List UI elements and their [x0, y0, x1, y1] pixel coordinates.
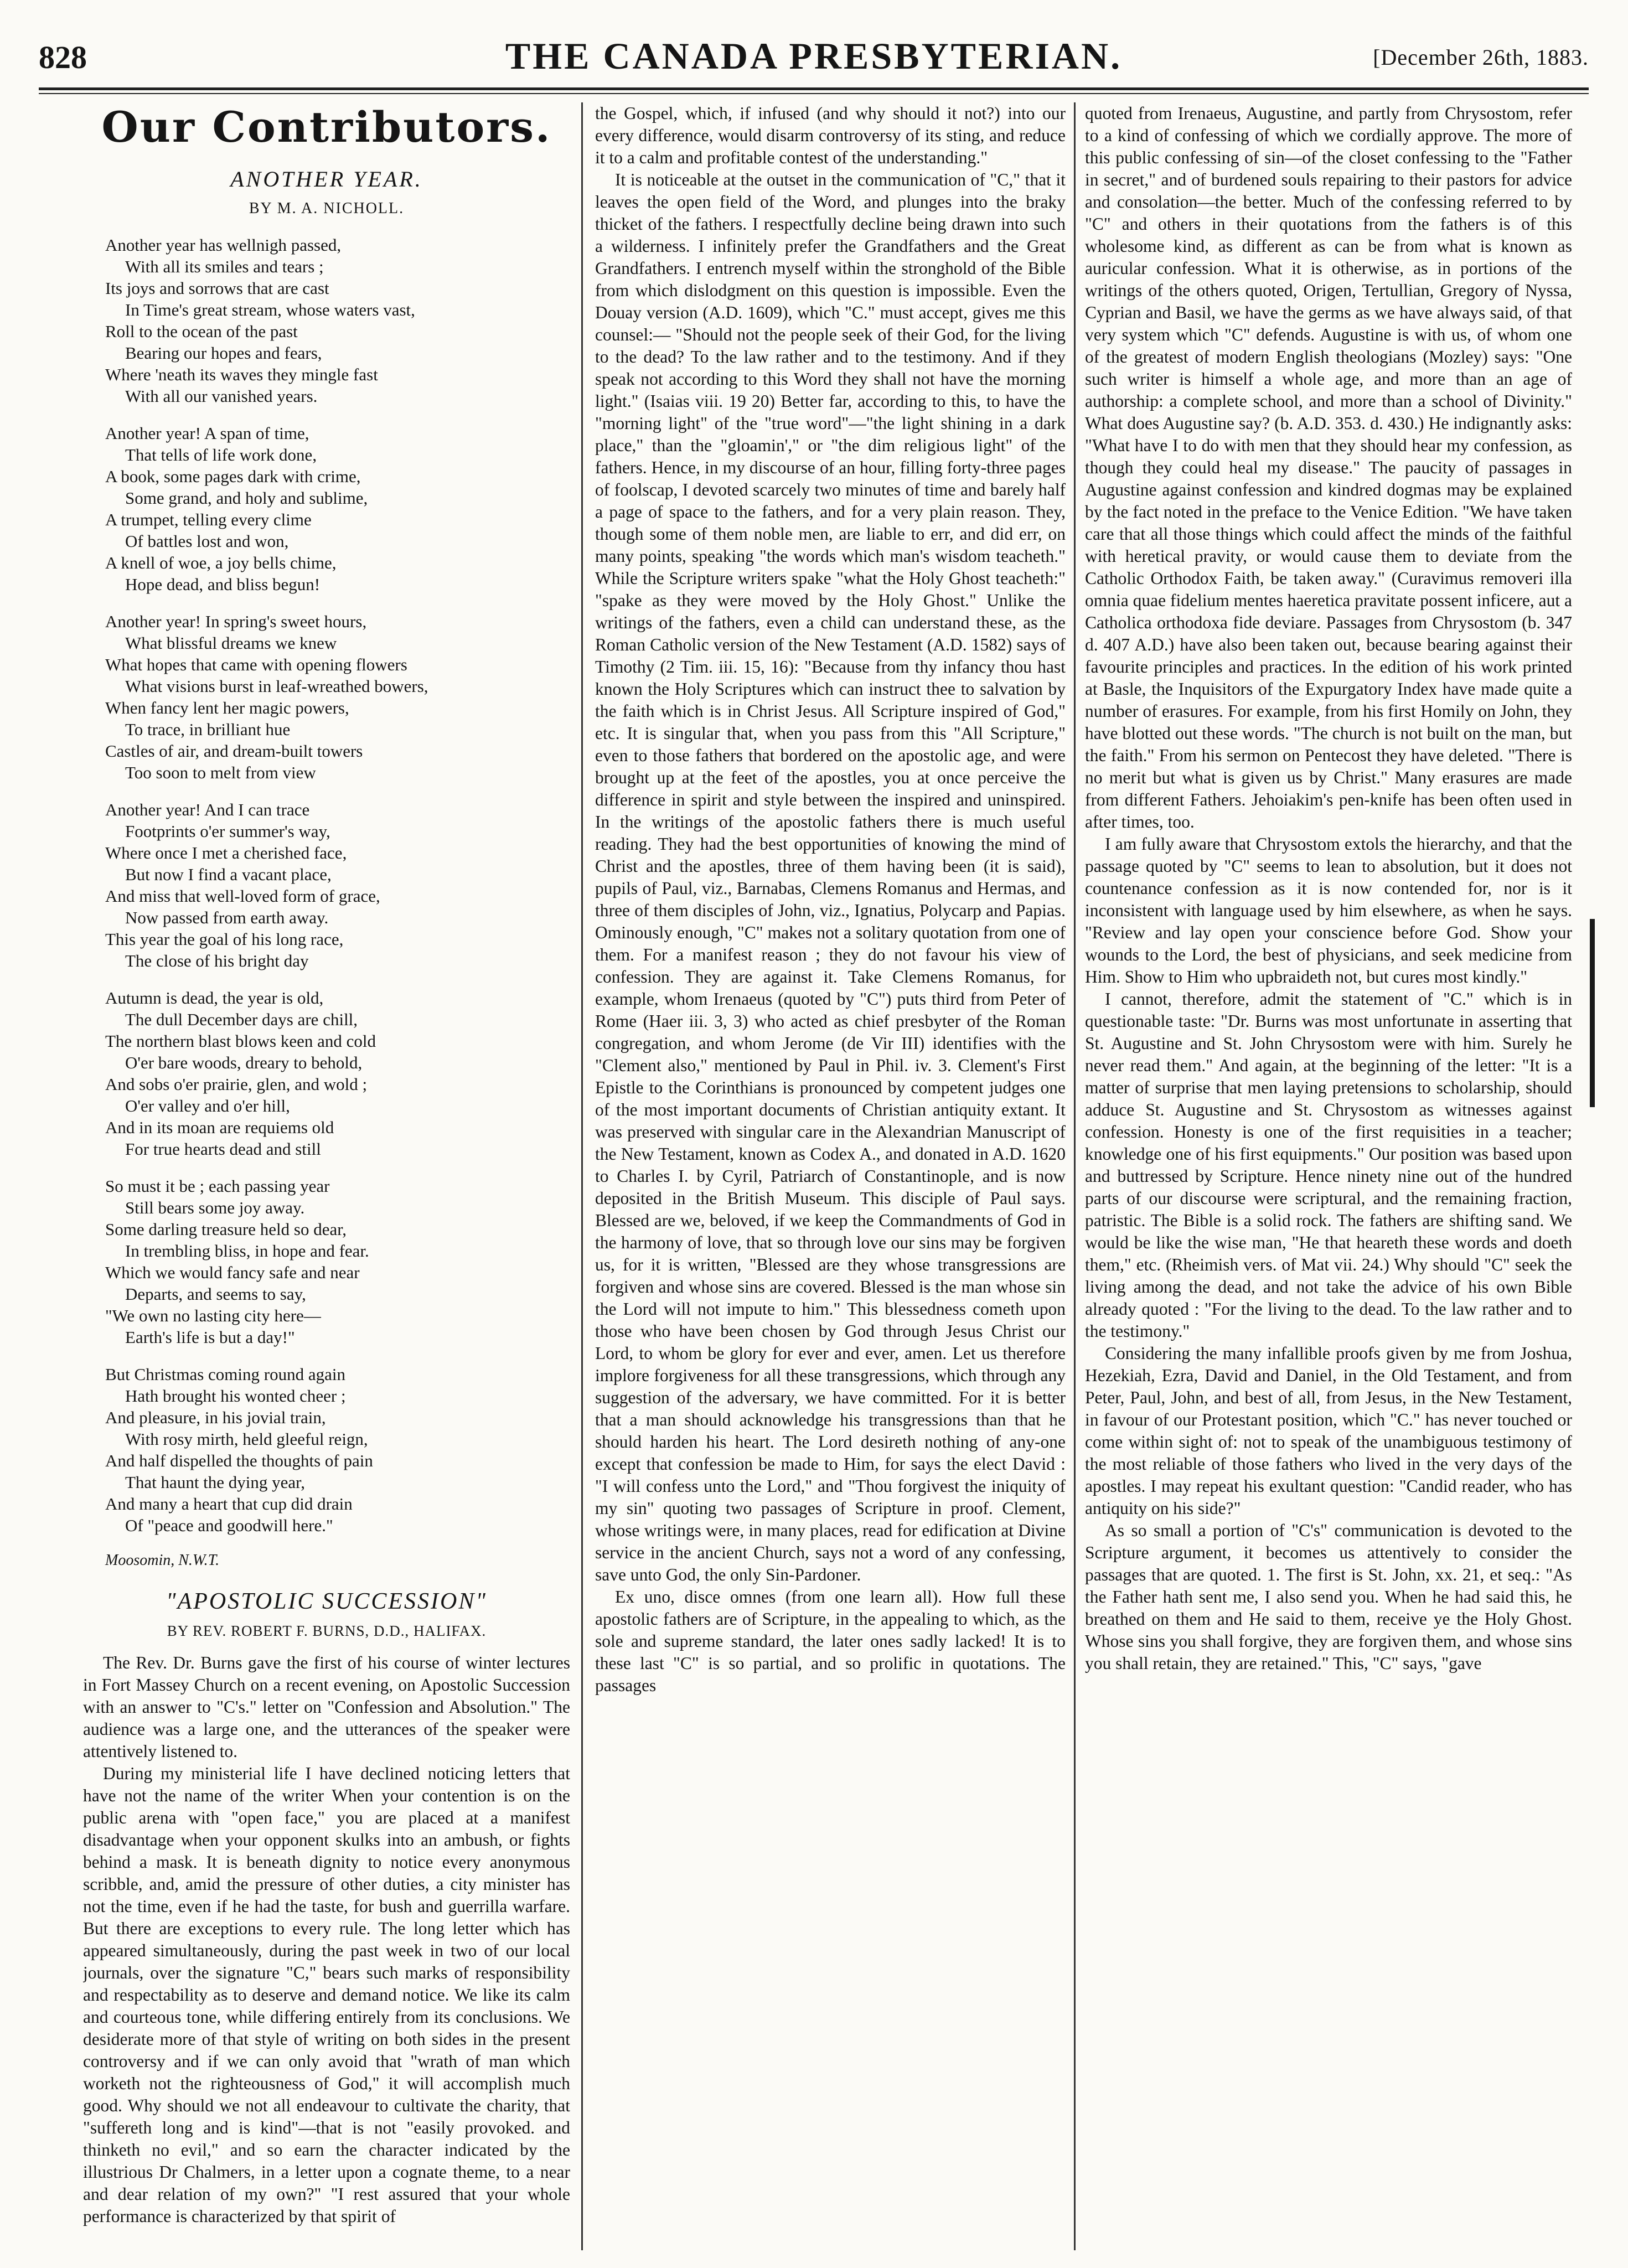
section-title: Our Contributors.: [101, 102, 552, 152]
poem-line: With all our vanished years.: [125, 386, 318, 406]
poem-line: But now I find a vacant place,: [125, 865, 332, 884]
poem-line: O'er bare woods, dreary to behold,: [125, 1053, 363, 1072]
poem-line: Earth's life is but a day!": [125, 1327, 295, 1347]
margin-mark-bar: [1590, 919, 1595, 1107]
column-1: [83, 102, 570, 2250]
article-paragraph: The Rev. Dr. Burns gave the first of his course of winter lectures in Fort Massey Church on a recent evening, on Apostolic Succession with an answer to "C's." letter on "Confession and Absolution." The audience was a large one, and the utterances of the speaker were attentively listened to.: [83, 1653, 570, 1761]
poem-line: Which we would fancy safe and near: [105, 1263, 360, 1282]
journal-title: THE CANADA PRESBYTERIAN.: [505, 35, 1123, 77]
poem-stanza: [105, 1363, 570, 1536]
poem-title: ANOTHER YEAR.: [230, 167, 423, 192]
poem-body: [83, 234, 570, 1536]
poem-line: That tells of life work done,: [125, 445, 317, 464]
poem-line: But Christmas coming round again: [105, 1365, 345, 1384]
poem-line: Footprints o'er summer's way,: [125, 822, 330, 841]
poem-stanza: [105, 799, 570, 972]
poem-line: Autumn is dead, the year is old,: [105, 988, 324, 1008]
poem-line: Hath brought his wonted cheer ;: [125, 1386, 346, 1406]
poem-line: Too soon to melt from view: [125, 763, 316, 782]
poem-line: Its joys and sorrows that are cast: [105, 278, 329, 298]
poem-signoff: Moosomin, N.W.T.: [105, 1552, 220, 1569]
article-paragraph: I cannot, therefore, admit the statement of "C." which is in questionable taste: "Dr. Burns was most unfortunate in asserting that St. Augustine and St. John Chrysostom were with him. Surely he never read them." And again, at the beginning of the letter: "It is a matter of surprise that men laying pretensions to scholarship, should adduce St. Augustine and St. Chrysostom as witnesses against confession. Honesty is one of the first requisities in a teacher; knowledge one of his first equipments." Our position was based upon and buttressed by Scripture. Hence ninety nine out of the hundred parts of our discourse were scriptural, and the remaining fraction, patristic. The Bible is a solid rock. The fathers are shifting sand. We would be like the wise man, "He that heareth these words and doeth them," etc. (Rheimish vers. of Mat vii. 24.) Why should "C" seek the living among the dead, and not take the advice of his own Bible already quoted : "For the living to the dead. To the law rather and to the testimony.": [1085, 989, 1572, 1341]
poem-line: And sobs o'er prairie, glen, and wold ;: [105, 1074, 368, 1094]
poem-line: Of "peace and goodwill here.": [125, 1516, 333, 1535]
poem-line: With all its smiles and tears ;: [125, 257, 324, 276]
poem-line: A book, some pages dark with crime,: [105, 467, 361, 486]
poem-line: And half dispelled the thoughts of pain: [105, 1451, 373, 1470]
issue-date: [December 26th, 1883.: [1373, 45, 1589, 70]
poem-line: So must it be ; each passing year: [105, 1176, 330, 1196]
header-rule-thin: [39, 93, 1589, 94]
poem-line: Another year! In spring's sweet hours,: [105, 612, 367, 631]
poem-line: Another year! A span of time,: [105, 423, 309, 443]
poem-line: To trace, in brilliant hue: [125, 720, 291, 739]
header-rule: [39, 87, 1589, 90]
article-paragraph: It is noticeable at the outset in the communication of "C," that it leaves the open field of the Word, and plunges into the braky thicket of the fathers. I respectfully decline being drawn into such a wilderness. I infinitely prefer the Grandfathers and the Great Grandfathers. I entrench myself within the stronghold of the Bible from which dislodgment on this question is impossible. Even the Douay version (A.D. 1609), which "C." must accept, gives me this counsel:— "Should not the people seek of their God, for the living to the dead? To the law rather and to the testimony. And if they speak not according to this Word they shall not have the morning light." (Isaias viii. 19 20) Better far, according to this, to have the "morning light" of the "true word"—"the light shining in a dark place," than the "gloamin'," or "the dim religious light" of the fathers. Hence, in my discourse of an hour, filling forty-three pages of foolscap, I devoted scarcely two minutes of time and barely half a page of space to the fathers, and for a very plain reason. They, though some of them noble men, are liable to err, and did err, on many points, speaking "the words which man's wisdom teacheth." While the Scripture writers spake "what the Holy Ghost teacheth:" "spake as they were moved by the Holy Ghost." Unlike the writings of the fathers, even a child can understand these, as the Roman Catholic version of the New Testament (A.D. 1582) says of Timothy (2 Tim. iii. 15, 16): "Because from thy infancy thou hast known the Holy Scriptures which can instruct thee to salvation by the faith which is in Christ Jesus. All Scripture inspired of God," etc. It is singular that, when you pass from this "All Scripture," even to those fathers that bordered on the apostolic age, and were brought up at the feet of the apostles, you at once perceive the difference in spirit and style between the inspired and uninspired. In the writings of the apostolic fathers there is much useful reading. They had the best opportunities of knowing the mind of Christ and the apostles, three of them having been (it is said), pupils of Paul, viz., Barnabas, Clemens Romanus and Hermas, and three of them disciples of John, viz., Ignatius, Polycarp and Papias. Ominously enough, "C" makes not a solitary quotation from one of them. For a manifest reason ; they do not favour his view of confession. They are against it. Take Clemens Romanus, for example, whom Irenaeus (quoted by "C") puts third from Peter of Rome (Haer iii. 3, 3) who acted as chief presbyter of the Roman congregation, and whom Jerome (de Vir III) identifies with the "Clement also," mentioned by Paul in Phil. iv. 3. Clement's First Epistle to the Corinthians is pronounced by competent judges one of the most important documents of Christian antiquity extant. It was preserved with singular care in the Alexandrian Manuscript of the New Testament, known as Codex A., and donated in A.D. 1620 to Charles I. by Cyril, Patriarch of Constantinople, and is now deposited in the British Museum. This disciple of Paul says. Blessed are we, beloved, if we keep the Commandments of God in the harmony of love, that so through love our sins may be forgiven us, for it is written, "Blessed are they whose transgressions are forgiven and whose sins are covered. Blessed is the man whose sin the Lord will not impute to him." This blessedness cometh upon those who have been chosen by God through Jesus Christ our Lord, to whom be glory for ever and ever, amen. Let us therefore implore forgiveness for all these transgressions, which through any suggestion of the adversary, we have committed. For it is better that a man should acknowledge his transgressions than that he should harden his heart. The Lord desireth nothing of any-one except that confession be made to Him, for says the elect David : "I will confess unto the Lord," and "Thou forgivest the iniquity of my sin" quoting two passages of Scripture in proof. Clement, whose writings were, in many places, read for edification at Divine service in the ancient Church, says not a word of any confessing, save unto God, the only Sin-Pardoner.: [595, 170, 1066, 1584]
poem-stanza: [105, 611, 570, 783]
article-paragraph: Ex uno, disce omnes (from one learn all). How full these apostolic fathers are of Scripture, in the appealing to which, as the sole and supreme standard, the later ones sadly lacked! It is to these last "C" is so partial, and so prolific in quotations. The passages: [595, 1587, 1066, 1695]
column-divider: [581, 102, 583, 2250]
page-header: [39, 22, 1589, 83]
poem-line: Where 'neath its waves they mingle fast: [105, 365, 378, 384]
poem-line: What blissful dreams we knew: [125, 633, 337, 653]
poem-line: This year the goal of his long race,: [105, 929, 344, 949]
poem-line: In trembling bliss, in hope and fear.: [125, 1241, 369, 1260]
poem-line: And miss that well-loved form of grace,: [105, 886, 380, 906]
poem-line: The close of his bright day: [125, 951, 309, 970]
poem-line: And in its moan are requiems old: [105, 1118, 334, 1137]
poem-line: Now passed from earth away.: [125, 908, 329, 927]
poem-line: "We own no lasting city here—: [105, 1306, 321, 1325]
article-paragraph: quoted from Irenaeus, Augustine, and partly from Chrysostom, refer to a kind of confessing of which we cordially approve. The more of this public confessing of sin—of the closet confessing to the "Father in secret," and of burdened souls repairing to their pastors for advice and consolation—the better. Much of the confessing referred to by "C" and others in their quotations from the fathers is of this wholesome kind, as different as can be from what is known as auricular confession. What it is otherwise, as in portions of the writings of the others quoted, Origen, Tertullian, Gregory of Nyssa, Cyprian and Basil, we have the germs as we have always said, of that very system which "C" defends. Augustine is with us, of whom one of the greatest of modern English theologians (Mozley) says: "One such writer is himself a whole age, and more than an age of authorship: a complete school, and more than a school of Divinity." What does Augustine say? (b. A.D. 353. d. 430.) He indignantly asks: "What have I to do with men that they should hear my confession, as though they could heal my disease." The paucity of passages in Augustine against confession and kindred dogmas may be explained by the fact noted in the preface to the Venice Edition. "We have taken care that all those things which could affect the minds of the faithful with heretical pravity, or would cause them to deviate from the Catholic Orthodox Faith, be taken away." (Curavimus removeri illa omnia quae fidelium mentes haeretica pravitate possent inficere, aut a Catholica orthodoxa fide deviare. Passages from Chrysostom (b. 347 d. 407 A.D.) have also been taken out, because bearing against their favourite principles and practices. In the edition of his work printed at Basle, the Inquisitors of the Expurgatory Index have made quite a number of erasures. For example, from his first Homily on John, they have blotted out these words. "The church is not built on the man, but the faith." From his sermon on Pentecost they have deleted. "There is no merit but what is given us by Christ." Many erasures are made from different Fathers. Jehoiakim's pen-knife has been often used in after times, too.: [1085, 104, 1572, 831]
article-paragraph: I am fully aware that Chrysostom extols the hierarchy, and that the passage quoted by "C" seems to lean to absolution, but it does not countenance confession as it is now contended for, nor is it inconsistent with language used by him elsewhere, as when he says. "Review and lay open your conscience before God. Show your wounds to the Lord, the best of physicians, and seek medicine from Him. Show to Him who upbraideth not, but cures most kindly.": [1085, 834, 1572, 986]
article-paragraph: During my ministerial life I have declined noticing letters that have not the name of the writer When your contention is on the public arena with "open face," you are placed at a manifest disadvantage when your opponent skulks into an ambush, or fights behind a mask. It is beneath dignity to notice every anonymous scribble, and, amid the pressure of other duties, a city minister has not the time, even if he had the taste, for bush and guerrilla warfare. But there are exceptions to every rule. The long letter which has appeared simultaneously, during the past week in two of our local journals, over the signature "C," bears such marks of responsibility and respectability as to deserve and demand notice. We like its calm and courteous tone, while differing entirely from its conclusions. We desiderate more of that style of writing on both sides in the present controversy and if we can only avoid that "wrath of man which worketh not the righteousness of God," it will accomplish much good. Why should we not all endeavour to cultivate the charity, that "suffereth long and is kind"—that is not "easily provoked. and thinketh no evil," and so earn the character indicated by the illustrious Dr Chalmers, in a letter upon a cognate theme, to a near and dear relation of my own?" "I rest assured that your whole performance is characterized by that spirit of: [83, 1764, 570, 2226]
article-paragraph: As so small a portion of "C's" communication is devoted to the Scripture argument, it becomes us attentively to consider the passages that are quoted. 1. The first is St. John, xx. 21, et seq.: "As the Father hath sent me, I also send you. When he had said this, he breathed on them and He said to them, receive ye the Holy Ghost. Whose sins you shall forgive, they are forgiven them, and whose sins you shall retain, they are retained." This, "C" says, "gave: [1085, 1521, 1572, 1673]
poem-line: And many a heart that cup did drain: [105, 1494, 353, 1513]
poem-line: O'er valley and o'er hill,: [125, 1096, 290, 1115]
poem-line: Castles of air, and dream-built towers: [105, 741, 363, 761]
column-2: [595, 102, 1066, 2250]
poem-byline: BY M. A. NICHOLL.: [249, 200, 405, 217]
poem-line: Bearing our hopes and fears,: [125, 343, 322, 363]
poem-stanza: [105, 1175, 570, 1348]
poem-line: Another year has wellnigh passed,: [105, 235, 342, 255]
poem-line: Another year! And I can trace: [105, 800, 310, 819]
article-paragraph: the Gospel, which, if infused (and why should it not?) into our every difference, would disarm controversy of its sting, and reduce it to a calm and profitable contest of the understanding.": [595, 104, 1066, 167]
poem-stanza: [105, 234, 570, 407]
poem-line: A knell of woe, a joy bells chime,: [105, 553, 337, 572]
article-byline: BY REV. ROBERT F. BURNS, D.D., HALIFAX.: [167, 1623, 487, 1639]
poem-line: When fancy lent her magic powers,: [105, 698, 349, 717]
poem-line: The northern blast blows keen and cold: [105, 1031, 376, 1051]
poem-line: With rosy mirth, held gleeful reign,: [125, 1429, 368, 1449]
poem-line: Departs, and seems to say,: [125, 1284, 306, 1304]
poem-stanza: [105, 422, 570, 595]
poem-line: And pleasure, in his jovial train,: [105, 1408, 326, 1427]
poem-line: The dull December days are chill,: [125, 1010, 358, 1029]
article-title: "APOSTOLIC SUCCESSION": [166, 1589, 488, 1614]
poem-line: Some darling treasure held so dear,: [105, 1220, 347, 1239]
article-paragraph: Considering the many infallible proofs given by me from Joshua, Hezekiah, Ezra, David and Daniel, in the Old Testament, and from Peter, Paul, John, and best of all, from Jesus, in the New Testament, in favour of our Protestant position, which "C." has never touched or come within sight of: not to speak of the unambiguous testimony of the most reliable of those fathers who lived in the very days of the apostles. I may repeat his exultant question: "Candid reader, who has antiquity on his side?": [1085, 1344, 1572, 1518]
poem-line: Some grand, and holy and sublime,: [125, 488, 368, 508]
column-divider: [1074, 102, 1076, 2250]
poem-line: Where once I met a cherished face,: [105, 843, 347, 862]
poem-line: Of battles lost and won,: [125, 531, 289, 551]
poem-line: In Time's great stream, whose waters vast,: [125, 300, 415, 319]
poem-line: A trumpet, telling every clime: [105, 510, 312, 529]
poem-stanza: [105, 987, 570, 1160]
poem-line: Hope dead, and bliss begun!: [125, 575, 321, 594]
poem-line: Roll to the ocean of the past: [105, 322, 298, 341]
page-number: 828: [39, 39, 87, 75]
poem-line: For true hearts dead and still: [125, 1139, 321, 1159]
column-3: [1085, 102, 1572, 2250]
poem-line: What hopes that came with opening flowers: [105, 655, 407, 674]
poem-line: That haunt the dying year,: [125, 1473, 306, 1492]
poem-line: Still bears some joy away.: [125, 1198, 305, 1217]
poem-line: What visions burst in leaf-wreathed bowers,: [125, 676, 428, 696]
